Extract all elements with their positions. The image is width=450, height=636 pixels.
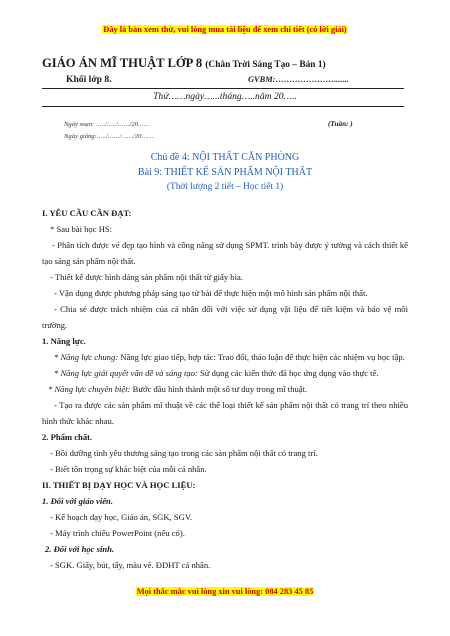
section-heading: II. THIẾT BỊ DẠY HỌC VÀ HỌC LIỆU: — [42, 480, 196, 490]
teach-date: Ngày giảng:…../……/……/20…… — [64, 133, 154, 140]
teacher-field: GVBM:…………………....... — [248, 75, 349, 84]
subsection-heading: 2. Phẩm chất. — [42, 432, 93, 442]
chapter-title: Chủ đề 4: NỘI THẤT CĂN PHÒNG — [150, 152, 300, 163]
subsection-heading: 2. Đối với học sinh. — [45, 544, 115, 554]
body-paragraph: - Thiết kế được hình dáng sản phẩm nội thất từ giấy bìa. — [50, 272, 243, 282]
contact-footer — [0, 587, 450, 596]
prep-date: Ngày soạn: …../…../……/20…… — [64, 121, 150, 128]
body-paragraph: - SGK. Giấy, bút, tẩy, màu vẽ. ĐDHT cá nhân. — [50, 560, 211, 570]
body-paragraph: - Phân tích được vẻ đẹp tạo hình và công năng sử dụng SPMT. trình bày được ý tưởng và cách thiết kế tạo sáng sản phẩm nội thất. — [42, 240, 408, 266]
header-divider — [42, 88, 404, 89]
body-paragraph: - Vận dụng được phương pháp sáng tạo từ bài để thực hiện một mô hình sản phẩm nội thất. — [54, 288, 368, 298]
competency-text: Năng lực giao tiếp, hợp tác: Trao đổi, thảo luận để thực hiện các nhiệm vụ học tập. — [118, 352, 405, 362]
title-main: GIÁO ÁN MĨ THUẬT LỚP 8 — [42, 56, 203, 70]
subsection-heading: 1. Đối với giáo viên. — [42, 496, 113, 506]
competency-text: Sử dụng các kiến thức đã học ứng dụng vào thực tế. — [197, 368, 379, 378]
body-paragraph: - Máy trình chiếu PowerPoint (nếu có). — [50, 528, 185, 538]
title-edition: (Chân Trời Sáng Tạo – Bản 1) — [205, 60, 326, 70]
body-paragraph: - Tạo ra được các sản phẩm mĩ thuật về các thể loại thiết kế sản phẩm nội thất có trang trí theo nhiều hình thức khác nhau. — [42, 400, 408, 426]
section-heading: I. YÊU CẦU CẦN ĐẠT: — [42, 208, 132, 218]
competency-text: Bước đầu hình thành một số tư duy trong mĩ thuật. — [130, 384, 308, 394]
grade-line — [66, 74, 396, 85]
competency-label: * Năng lực giải quyết vấn đề và sáng tạo: — [54, 368, 198, 378]
body-paragraph: - Kế hoạch dạy học, Giáo án, SGK, SGV. — [50, 512, 193, 522]
date-divider — [42, 106, 404, 107]
contact-footer-text: Mọi thắc mắc vui lòng xin vui lòng: 084 283 45 85 — [136, 587, 314, 596]
lesson-body — [42, 205, 408, 573]
date-line: Thứ……ngày…...tháng…..năm 20….. — [153, 91, 297, 102]
body-paragraph: - Biết tôn trọng sự khác biệt của mỗi cá nhân. — [50, 464, 207, 474]
preview-banner — [0, 25, 450, 34]
competency-label: * Năng lực chung: — [54, 352, 119, 362]
lesson-duration: (Thời lượng 2 tiết – Học tiết 1) — [166, 182, 284, 192]
body-paragraph: - Chia sẻ được trách nhiệm của cá nhân đối với việc sử dụng vật liệu để tiết kiệm và bảo vệ môi trường. — [42, 304, 408, 330]
lesson-title: Bài 9: THIẾT KẾ SẢN PHẨM NỘI THẤT — [137, 167, 313, 178]
subsection-heading: 1. Năng lực. — [42, 336, 86, 346]
grade-label: Khối lớp 8. — [66, 74, 112, 85]
week-field: (Tuần: ) — [328, 120, 353, 128]
lesson-plan-title — [42, 56, 412, 71]
competency-label: * Năng lực chuyên biệt: — [48, 384, 131, 394]
body-paragraph: - Bồi dưỡng tình yêu thương sáng tạo trong các sản phẩm nội thất có trang trí. — [50, 448, 318, 458]
preview-banner-text: Đây là bản xem thử, vui lòng mua tài liệu để xem chi tiết (có lời giải) — [103, 25, 347, 34]
body-paragraph: * Sau bài học HS: — [50, 224, 113, 234]
